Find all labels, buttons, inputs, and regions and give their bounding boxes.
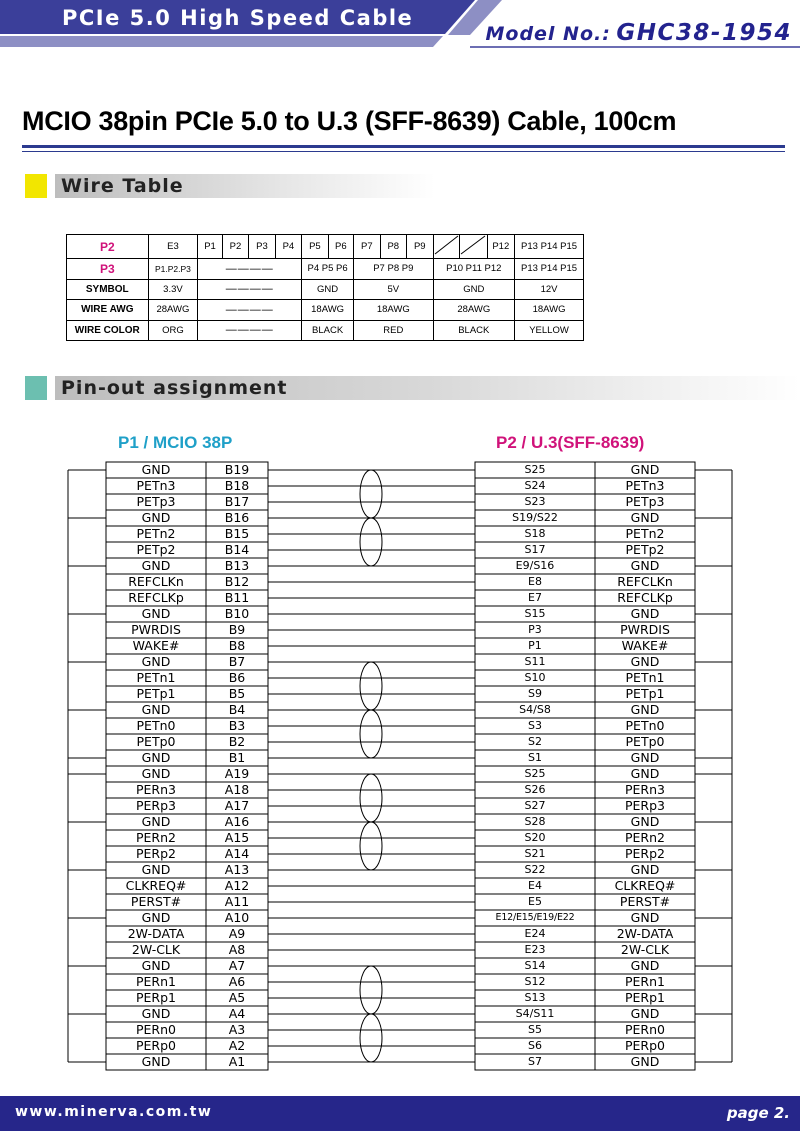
p1-signal-name: GND (141, 1054, 171, 1069)
p1-pin-number: B19 (224, 462, 250, 477)
p2-pin-number: S5 (528, 1023, 542, 1036)
p2-signal-name: PETn2 (625, 526, 665, 541)
p1-pin-number: A13 (224, 862, 250, 877)
twisted-pair-marker (360, 662, 382, 710)
p1-signal-name: PETn1 (136, 670, 176, 685)
wire-cell: P3 (249, 235, 275, 259)
p2-signal-name: PWRDIS (620, 622, 670, 637)
p1-signal-name: PETp2 (136, 542, 176, 557)
p2-pin-number: S28 (524, 815, 546, 828)
p1-signal-name: PERn2 (136, 830, 176, 845)
wire-cell: P1 (198, 235, 222, 259)
p1-pin-number: B7 (228, 654, 246, 669)
p1-pin-number: A14 (224, 846, 250, 861)
p1-pin-number: A12 (224, 878, 250, 893)
p2-pin-number: S23 (524, 495, 546, 508)
p1-pin-number: B17 (224, 494, 250, 509)
p1-pin-number: A2 (228, 1038, 246, 1053)
p2-signal-name: GND (630, 750, 660, 765)
wire-cell: 28AWG (148, 300, 198, 321)
p1-signal-name: WAKE# (132, 638, 180, 653)
p1-pin-number: A6 (228, 974, 246, 989)
p1-pin-number: B15 (224, 526, 250, 541)
p2-pin-number: S11 (524, 655, 546, 668)
wire-cell: ———— (198, 279, 302, 300)
p2-pin-number: S25 (524, 767, 546, 780)
section-title: Wire Table (61, 175, 184, 197)
p1-signal-name: PERn1 (136, 974, 176, 989)
p2-signal-name: GND (630, 1006, 660, 1021)
wire-cell: ORG (148, 320, 198, 341)
p2-signal-name: GND (630, 814, 660, 829)
p2-pin-number: S26 (524, 783, 546, 796)
p1-signal-name: PETp1 (136, 686, 176, 701)
p2-pin-number: S12 (524, 975, 546, 988)
p1-signal-name: PERn0 (136, 1022, 176, 1037)
p2-pin-number: S19/S22 (512, 511, 558, 524)
p2-signal-name: PERn1 (625, 974, 665, 989)
p2-pin-number: P1 (528, 639, 542, 652)
p2-signal-name: GND (630, 702, 660, 717)
wire-cell: 18AWG (354, 300, 433, 321)
model-value: GHC38-1954 (616, 20, 792, 46)
symbol-label: SYMBOL (67, 279, 149, 300)
p2-pin-number: S15 (524, 607, 546, 620)
p1-signal-name: GND (141, 1006, 171, 1021)
p2-signal-name: CLKREQ# (614, 878, 676, 893)
p1-pin-number: B5 (228, 686, 246, 701)
p2-signal-name: PETp2 (625, 542, 665, 557)
p2-signal-name: PETp1 (625, 686, 665, 701)
wire-cell: BLACK (433, 320, 515, 341)
twisted-pair-marker (360, 518, 382, 566)
p1-signal-name: REFCLKp (128, 590, 184, 605)
p2-signal-name: PETn3 (625, 478, 665, 493)
p2-signal-name: GND (630, 766, 660, 781)
p2-pin-number: S24 (524, 479, 546, 492)
p1-signal-name: PERST# (130, 894, 182, 909)
wire-cell: P1.P2.P3 (148, 259, 198, 280)
p2-pin-number: S4/S11 (515, 1007, 555, 1020)
wire-cell: P2 (222, 235, 248, 259)
p2-signal-name: PERn3 (625, 782, 665, 797)
wire-cell: BLACK (302, 320, 354, 341)
p1-pin-number: B9 (228, 622, 246, 637)
p2-pin-number: S7 (528, 1055, 542, 1068)
p1-pin-number: B16 (224, 510, 250, 525)
twisted-pair-marker (360, 822, 382, 870)
wire-cell: P13 P14 P15 (515, 259, 584, 280)
p1-pin-number: A15 (224, 830, 250, 845)
page-number: page 2. (726, 1104, 790, 1122)
p1-pin-number: B12 (224, 574, 250, 589)
p1-signal-name: GND (141, 814, 171, 829)
wire-cell: P6 (328, 235, 353, 259)
color-label: WIRE COLOR (67, 320, 149, 341)
p2-signal-name: PETp3 (625, 494, 665, 509)
wire-cell: P9 (407, 235, 433, 259)
wire-cell: 18AWG (515, 300, 584, 321)
p1-pin-number: A18 (224, 782, 250, 797)
p2-signal-name: PERp2 (624, 846, 665, 861)
twisted-pair-marker (360, 1014, 382, 1062)
footer-bar (0, 1096, 800, 1131)
p2-pin-number: S1 (528, 751, 542, 764)
p2-signal-name: PERn0 (625, 1022, 665, 1037)
p2-pin-number: S10 (524, 671, 546, 684)
p2-signal-name: 2W-CLK (620, 942, 670, 957)
p1-signal-name: GND (141, 510, 171, 525)
p1-signal-name: GND (141, 750, 171, 765)
p1-signal-name: PERp2 (135, 846, 176, 861)
header-title: PCIe 5.0 High Speed Cable (62, 6, 414, 30)
p1-pin-number: A17 (224, 798, 250, 813)
p1-signal-name: PETp3 (136, 494, 176, 509)
wire-cell: 12V (515, 279, 584, 300)
p1-signal-name: 2W-CLK (131, 942, 181, 957)
p1-pin-number: A9 (228, 926, 246, 941)
p1-pin-number: B3 (228, 718, 246, 733)
wire-cell: P4 (275, 235, 301, 259)
p2-signal-name: WAKE# (621, 638, 669, 653)
p2-pin-number: E4 (528, 879, 542, 892)
p1-pin-number: A19 (224, 766, 250, 781)
page-title: MCIO 38pin PCIe 5.0 to U.3 (SFF-8639) Cable, 100cm (22, 106, 677, 136)
p2-pin-number: S9 (528, 687, 542, 700)
p1-signal-name: GND (141, 654, 171, 669)
p1-signal-name: PETn2 (136, 526, 176, 541)
p1-connector-title: P1 / MCIO 38P (118, 433, 233, 452)
p2-pin-number: E23 (524, 943, 546, 956)
p1-pin-number: B6 (228, 670, 246, 685)
p2-pin-number: E9/S16 (515, 559, 555, 572)
p2-signal-name: REFCLKn (617, 574, 673, 589)
p2-pin-number: S25 (524, 463, 546, 476)
wire-cell: P7 P8 P9 (354, 259, 433, 280)
wire-cell: 5V (354, 279, 433, 300)
p1-pin-number: A5 (228, 990, 246, 1005)
p1-pin-number: B18 (224, 478, 250, 493)
p1-pin-number: A16 (224, 814, 250, 829)
p2-signal-name: PERp1 (624, 990, 665, 1005)
wire-cell: 3.3V (148, 279, 198, 300)
p1-signal-name: PERp0 (135, 1038, 176, 1053)
p2-signal-name: GND (630, 654, 660, 669)
p2-signal-name: PETn1 (625, 670, 665, 685)
p1-signal-name: GND (141, 558, 171, 573)
awg-label: WIRE AWG (67, 300, 149, 321)
p2-pin-number: S22 (524, 863, 546, 876)
wire-cell: P10 P11 P12 (433, 259, 515, 280)
p2-signal-name: PERp0 (624, 1038, 665, 1053)
wire-cell: RED (354, 320, 433, 341)
p1-signal-name: PETn3 (136, 478, 176, 493)
wire-cell: E3 (148, 235, 198, 259)
wire-cell: YELLOW (515, 320, 584, 341)
p1-signal-name: GND (141, 958, 171, 973)
p2-pin-number: S3 (528, 719, 542, 732)
p2-pin-number: P3 (528, 623, 542, 636)
p2-pin-number: S4/S8 (519, 703, 551, 716)
p2-pin-number: E7 (528, 591, 542, 604)
p1-signal-name: CLKREQ# (125, 878, 187, 893)
p2-signal-name: GND (630, 510, 660, 525)
p1-signal-name: GND (141, 910, 171, 925)
p1-pin-number: A10 (224, 910, 250, 925)
p2-pin-number: S20 (524, 831, 546, 844)
wire-cell: 18AWG (302, 300, 354, 321)
wire-cell: GND (302, 279, 354, 300)
p1-signal-name: GND (141, 702, 171, 717)
wire-cell: P5 (302, 235, 328, 259)
p3-label: P3 (67, 259, 149, 280)
p2-signal-name: GND (630, 910, 660, 925)
p1-signal-name: GND (141, 606, 171, 621)
p2-signal-name: GND (630, 958, 660, 973)
model-label: Model No.: (485, 23, 611, 45)
p1-signal-name: PERp3 (135, 798, 176, 813)
p1-signal-name: PERp1 (135, 990, 176, 1005)
p1-pin-number: A11 (224, 894, 250, 909)
twisted-pair-marker (360, 710, 382, 758)
p1-signal-name: PETp0 (136, 734, 176, 749)
p2-pin-number: S21 (524, 847, 546, 860)
p2-signal-name: REFCLKp (617, 590, 673, 605)
wire-cell: ———— (198, 300, 302, 321)
p1-pin-number: B8 (228, 638, 246, 653)
p1-pin-number: A7 (228, 958, 246, 973)
p2-pin-number: S14 (524, 959, 546, 972)
p2-pin-number: E24 (524, 927, 546, 940)
p1-signal-name: PERn3 (136, 782, 176, 797)
p1-pin-number: A4 (228, 1006, 246, 1021)
p2-signal-name: GND (630, 862, 660, 877)
p1-signal-name: GND (141, 766, 171, 781)
wire-cell: P12 (487, 235, 515, 259)
p2-signal-name: PERp3 (624, 798, 665, 813)
wire-cell: P7 (354, 235, 380, 259)
p2-pin-number: S27 (524, 799, 546, 812)
wire-cell: GND (433, 279, 515, 300)
p2-pin-number: S18 (524, 527, 546, 540)
twisted-pair-marker (360, 966, 382, 1014)
p1-pin-number: B11 (224, 590, 250, 605)
p2-signal-name: PETp0 (625, 734, 665, 749)
p1-pin-number: B10 (224, 606, 250, 621)
p2-signal-name: 2W-DATA (616, 926, 674, 941)
p1-pin-number: B4 (228, 702, 246, 717)
p2-label: P2 (67, 235, 149, 259)
footer-url: www.minerva.com.tw (15, 1104, 213, 1120)
p1-pin-number: A1 (228, 1054, 246, 1069)
p2-connector-title: P2 / U.3(SFF-8639) (496, 433, 645, 452)
wire-cell: ———— (198, 259, 302, 280)
p1-signal-name: GND (141, 862, 171, 877)
p1-pin-number: B14 (224, 542, 250, 557)
p2-signal-name: PERST# (619, 894, 671, 909)
wire-cell: 28AWG (433, 300, 515, 321)
p2-pin-number: S17 (524, 543, 546, 556)
p1-pin-number: B13 (224, 558, 250, 573)
section-title: Pin-out assignment (61, 377, 288, 399)
p1-signal-name: PWRDIS (131, 622, 181, 637)
wire-cell: ———— (198, 320, 302, 341)
p2-signal-name: PERn2 (625, 830, 665, 845)
p1-signal-name: GND (141, 462, 171, 477)
p1-pin-number: A8 (228, 942, 246, 957)
p2-signal-name: PETn0 (625, 718, 665, 733)
p2-pin-number: S2 (528, 735, 542, 748)
p2-pin-number: S13 (524, 991, 546, 1004)
p2-pin-number: S6 (528, 1039, 542, 1052)
twisted-pair-marker (360, 774, 382, 822)
p2-signal-name: GND (630, 558, 660, 573)
p2-pin-number: E8 (528, 575, 542, 588)
wire-cell: P4 P5 P6 (302, 259, 354, 280)
wire-cell: P8 (380, 235, 406, 259)
p2-signal-name: GND (630, 462, 660, 477)
p1-signal-name: REFCLKn (128, 574, 184, 589)
p2-pin-number: E12/E15/E19/E22 (495, 912, 575, 923)
p1-pin-number: B1 (228, 750, 246, 765)
twisted-pair-marker (360, 470, 382, 518)
p2-signal-name: GND (630, 606, 660, 621)
p1-pin-number: A3 (228, 1022, 246, 1037)
p1-signal-name: PETn0 (136, 718, 176, 733)
p1-pin-number: B2 (228, 734, 246, 749)
p1-signal-name: 2W-DATA (127, 926, 185, 941)
p2-pin-number: E5 (528, 895, 542, 908)
wire-cell: P13 P14 P15 (515, 235, 584, 259)
p2-signal-name: GND (630, 1054, 660, 1069)
